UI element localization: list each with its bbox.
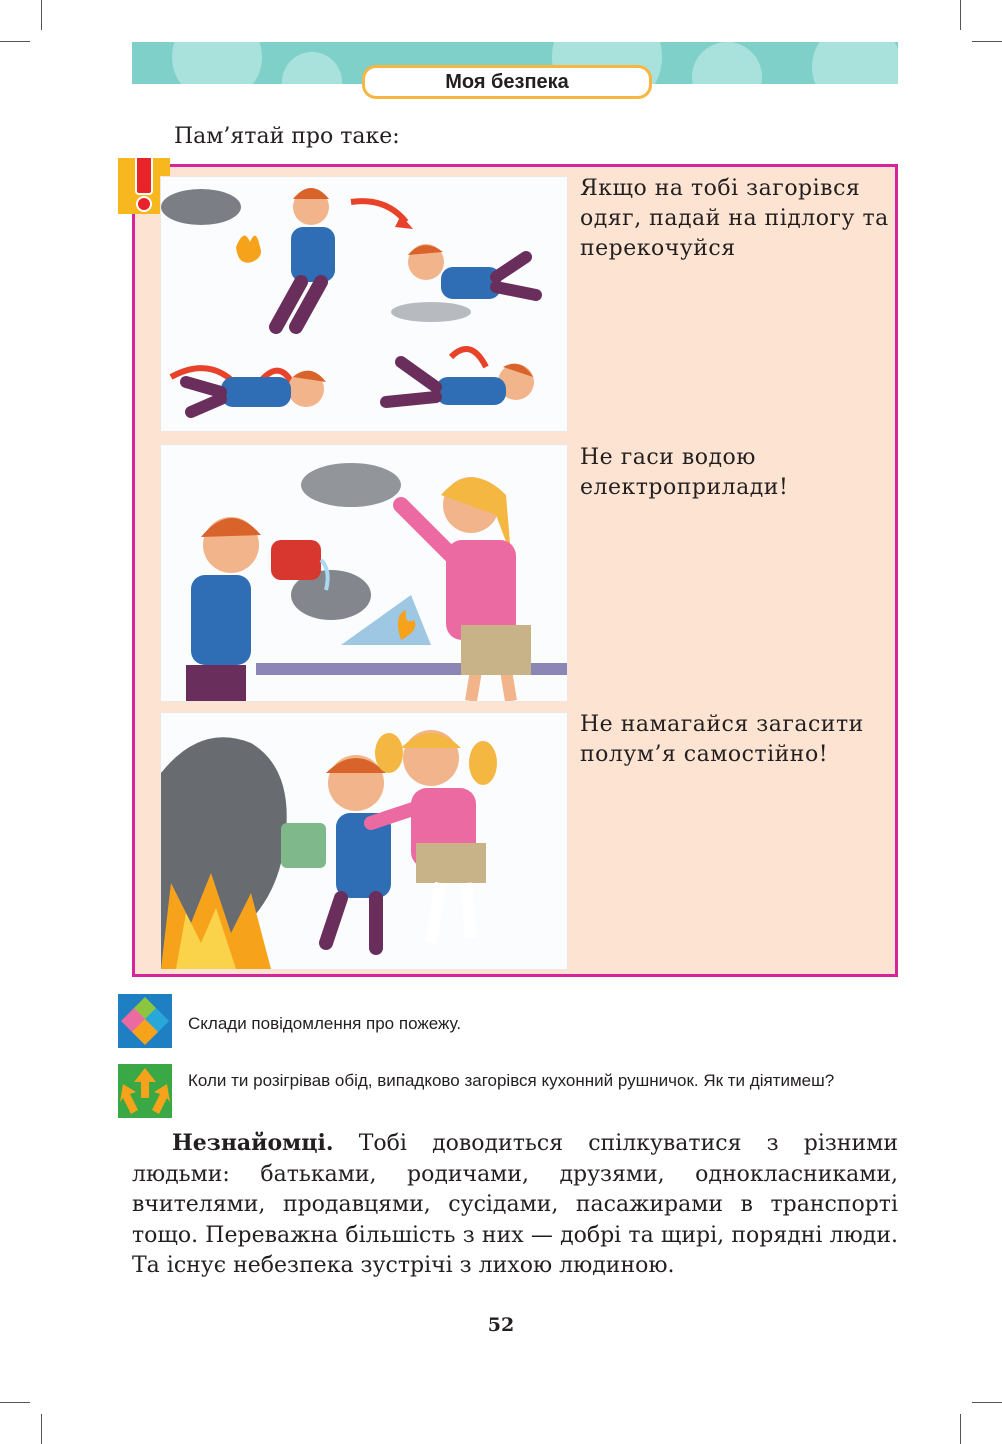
intro-text: Пам’ятай про таке: xyxy=(174,124,400,149)
rule-text-2: Не гаси водою електроприлади! xyxy=(580,445,789,500)
illustration-roll-on-floor xyxy=(160,176,568,432)
crop-mark xyxy=(0,1402,30,1403)
arrows-icon xyxy=(118,1064,172,1118)
crop-mark xyxy=(960,1414,961,1444)
rule-text-1: Якщо на тобі загорівся одяг, падай на підлогу та перекочуйся xyxy=(580,176,889,261)
strangers-paragraph xyxy=(132,1128,898,1282)
task-text-2: Коли ти розігрівав обід, випадково загорівся кухонний рушничок. Як ти діятимеш? xyxy=(188,1071,835,1090)
page-number: 52 xyxy=(487,1314,515,1336)
illustration-iron-water xyxy=(160,444,568,702)
task-text-1: Склади повідомлення про пожежу. xyxy=(188,1014,462,1033)
crop-mark xyxy=(41,0,42,30)
crop-mark xyxy=(972,1402,1002,1403)
rule-text-3: Не намагайся загасити полум’я самостійно! xyxy=(580,712,864,767)
paragraph-lead: Незнайомці. xyxy=(172,1130,334,1156)
section-title: Моя безпека xyxy=(362,65,652,99)
crop-mark xyxy=(972,41,1002,42)
illustration-stop-extinguishing xyxy=(160,712,568,970)
crop-mark xyxy=(960,0,961,30)
crop-mark xyxy=(41,1414,42,1444)
puzzle-icon xyxy=(118,994,172,1048)
paragraph-body: Тобі доводиться спілкуватися з різними людьми: батьками, родичами, друзями, однокласниками, вчителями, продавцями, сусідами, пасажирами в транспорті тощо. Переважна більшість з них — добрі та щирі, порядні люди. Та існує небезпека зустрічі з лихою людиною. xyxy=(132,1131,898,1278)
crop-mark xyxy=(0,41,30,42)
